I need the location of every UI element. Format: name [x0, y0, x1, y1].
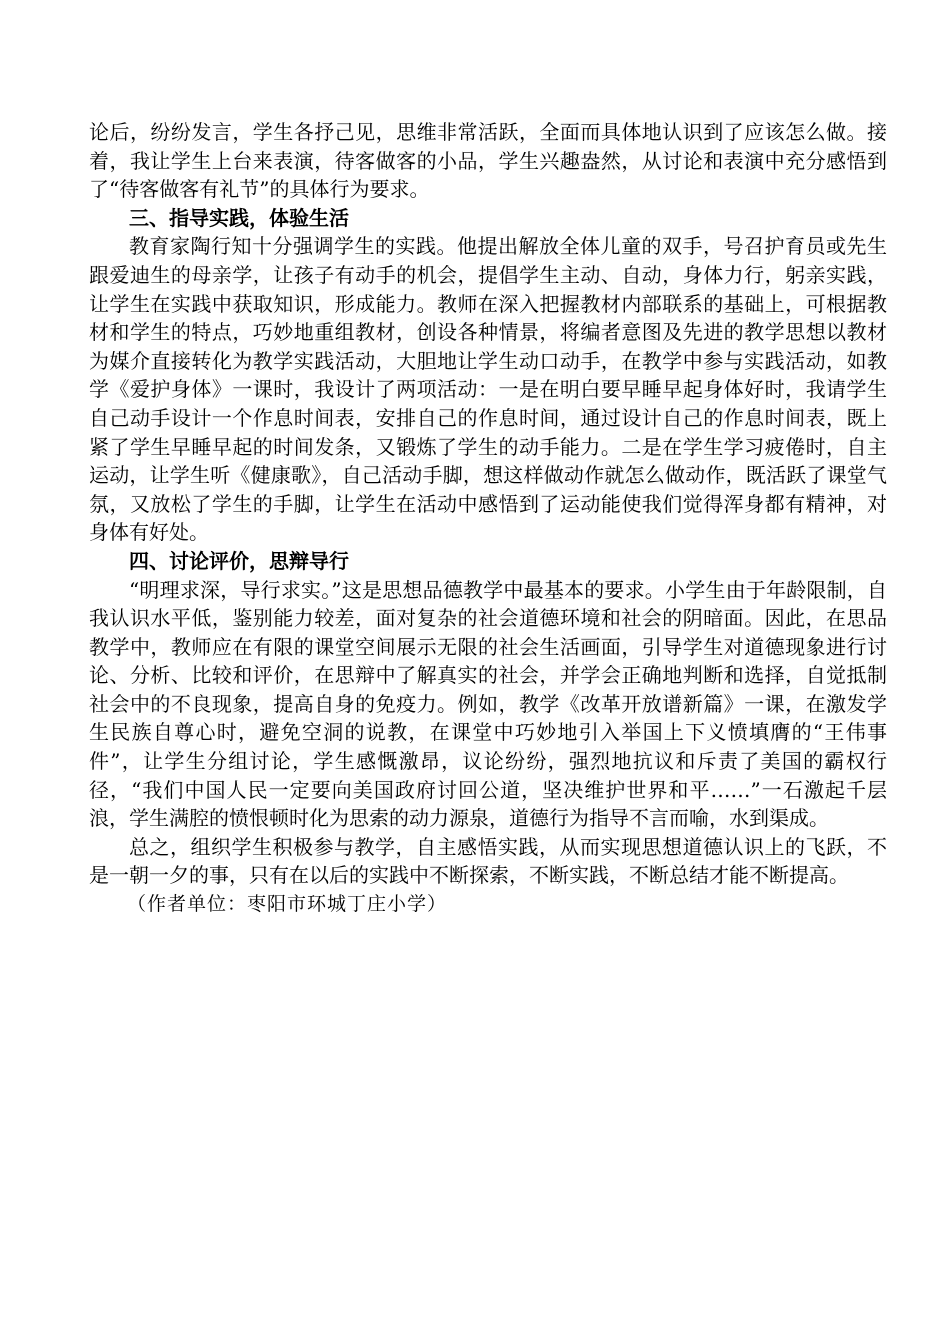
section-3-paragraph: 教育家陶行知十分强调学生的实践。他提出解放全体儿童的双手，号召护育员或先生跟爱迪生的母亲学，让孩子有动手的机会，提倡学生主动、自动，身体力行，躬亲实践，让学生在实践中获取知识，形成能力。教师在深入把握教材内部联系的基础上，可根据教材和学生的特点，巧妙地重组教材，创设各种情景，将编者意图及先进的教学思想以教材为媒介直接转化为教学实践活动，大胆地让学生动口动手，在教学中参与实践活动，如教学《爱护身体》一课时，我设计了两项活动：一是在明白要早睡早起身体好时，我请学生自己动手设计一个作息时间表，安排自己的作息时间，通过设计自己的作息时间表，既上紧了学生早睡早起的时间发条，又锻炼了学生的动手能力。二是在学生学习疲倦时，自主运动，让学生听《健康歌》，自己活动手脚，想这样做动作就怎么做动作，既活跃了课堂气氛，又放松了学生的手脚，让学生在活动中感悟到了运动能使我们觉得浑身都有精神，对身体有好处。	[89, 234, 887, 545]
section-heading-4: 四、讨论评价，思辩导行	[129, 548, 349, 573]
document-page	[89, 118, 887, 919]
continued-paragraph: 论后，纷纷发言，学生各抒己见，思维非常活跃，全面而具体地认识到了应该怎么做。接着，我让学生上台来表演，待客做客的小品，学生兴趣盎然，从讨论和表演中充分感悟到了“待客做客有礼节”的具体行为要求。	[89, 120, 887, 202]
author-affiliation: （作者单位：枣阳市环城丁庄小学）	[127, 893, 448, 916]
section-heading-3: 三、指导实践，体验生活	[129, 205, 349, 230]
conclusion-paragraph: 总之，组织学生积极参与教学，自主感悟实践，从而实现思想道德认识上的飞跃，不是一朝一夕的事，只有在以后的实践中不断探索，不断实践，不断总结才能不断提高。	[89, 834, 887, 888]
section-4-paragraph: “明理求深，导行求实。”这是思想品德教学中最基本的要求。小学生由于年龄限制，自我认识水平低，鉴别能力较差，面对复杂的社会道德环境和社会的阴暗面。因此，在思品教学中，教师应在有限的课堂空间展示无限的社会生活画面，引导学生对道德现象进行讨论、分析、比较和评价，在思辩中了解真实的社会，并学会正确地判断和选择，自觉抵制社会中的不良现象，提高自身的免疫力。例如，教学《改革开放谱新篇》一课，在激发学生民族自尊心时，避免空洞的说教，在课堂中巧妙地引入举国上下义愤填膺的“王伟事件”，让学生分组讨论，学生感慨激昂，议论纷纷，强烈地抗议和斥责了美国的霸权行径，“我们中国人民一定要向美国政府讨回公道，坚决维护世界和平……”一石激起千层浪，学生满腔的愤恨顿时化为思索的动力源泉，道德行为指导不言而喻，水到渠成。	[89, 577, 887, 831]
